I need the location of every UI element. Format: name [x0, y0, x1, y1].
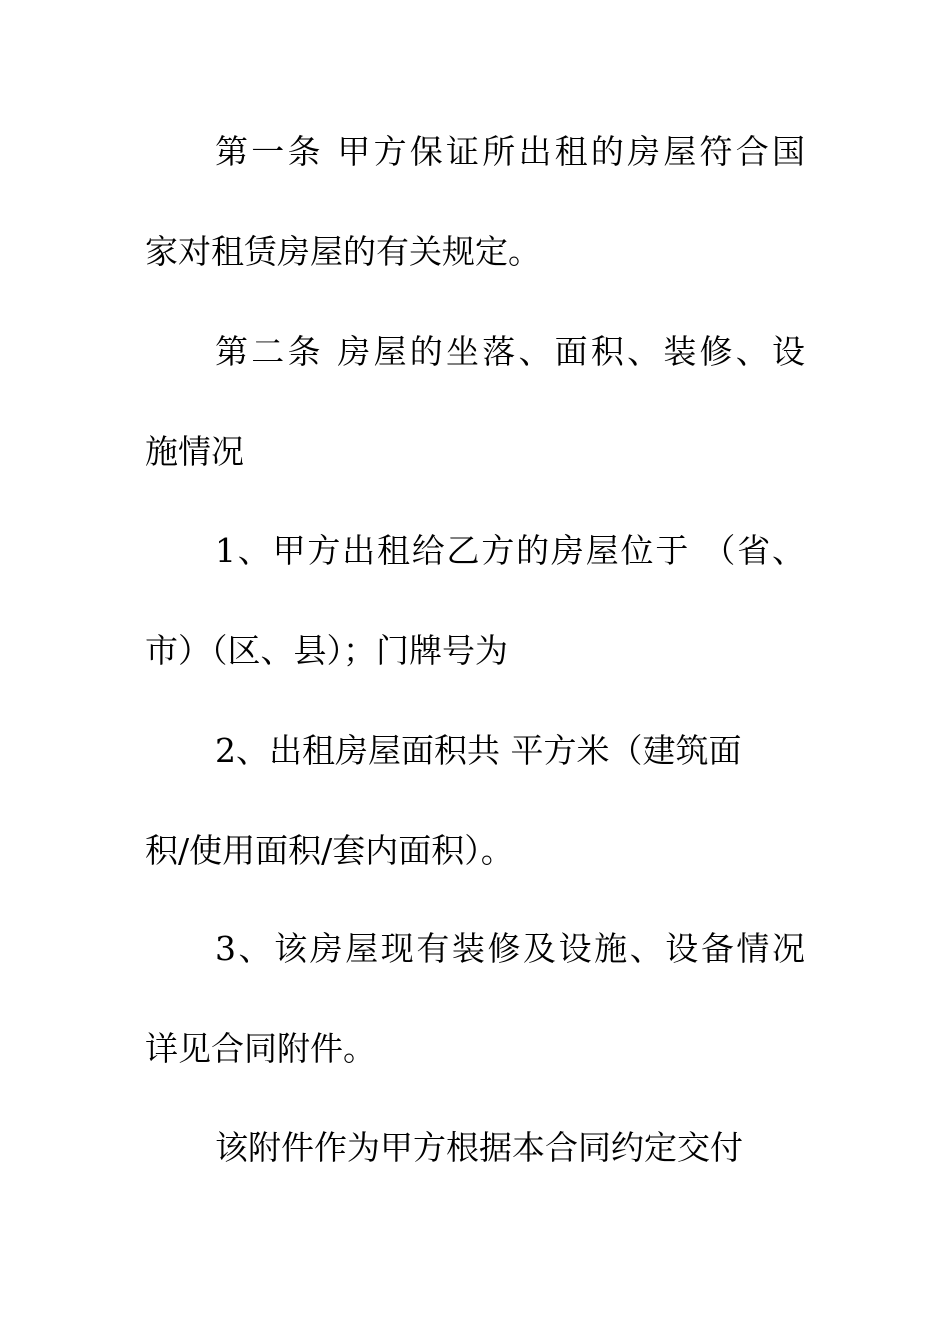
item-1-line-2: 市）（区、县）；门牌号为 [145, 631, 508, 670]
item-3-line-2: 详见合同附件。 [145, 1029, 376, 1068]
attachment-paragraph-line-1: 该附件作为甲方根据本合同约定交付 [215, 1128, 743, 1167]
item-2-line-2: 积/使用面积/套内面积）。 [145, 831, 514, 870]
item-2-line-1: 2、出租房屋面积共 平方米（建筑面 [215, 731, 742, 770]
item-1-line-1: 1、甲方出租给乙方的房屋位于 （省、 [215, 531, 805, 570]
article-2-line-1: 第二条 房屋的坐落、面积、装修、设 [215, 332, 805, 371]
item-3-line-1: 3、该房屋现有装修及设施、设备情况 [215, 929, 805, 968]
article-2-line-2: 施情况 [145, 432, 244, 471]
article-1-line-1: 第一条 甲方保证所出租的房屋符合国 [215, 132, 805, 171]
article-1-line-2: 家对租赁房屋的有关规定。 [145, 232, 541, 271]
